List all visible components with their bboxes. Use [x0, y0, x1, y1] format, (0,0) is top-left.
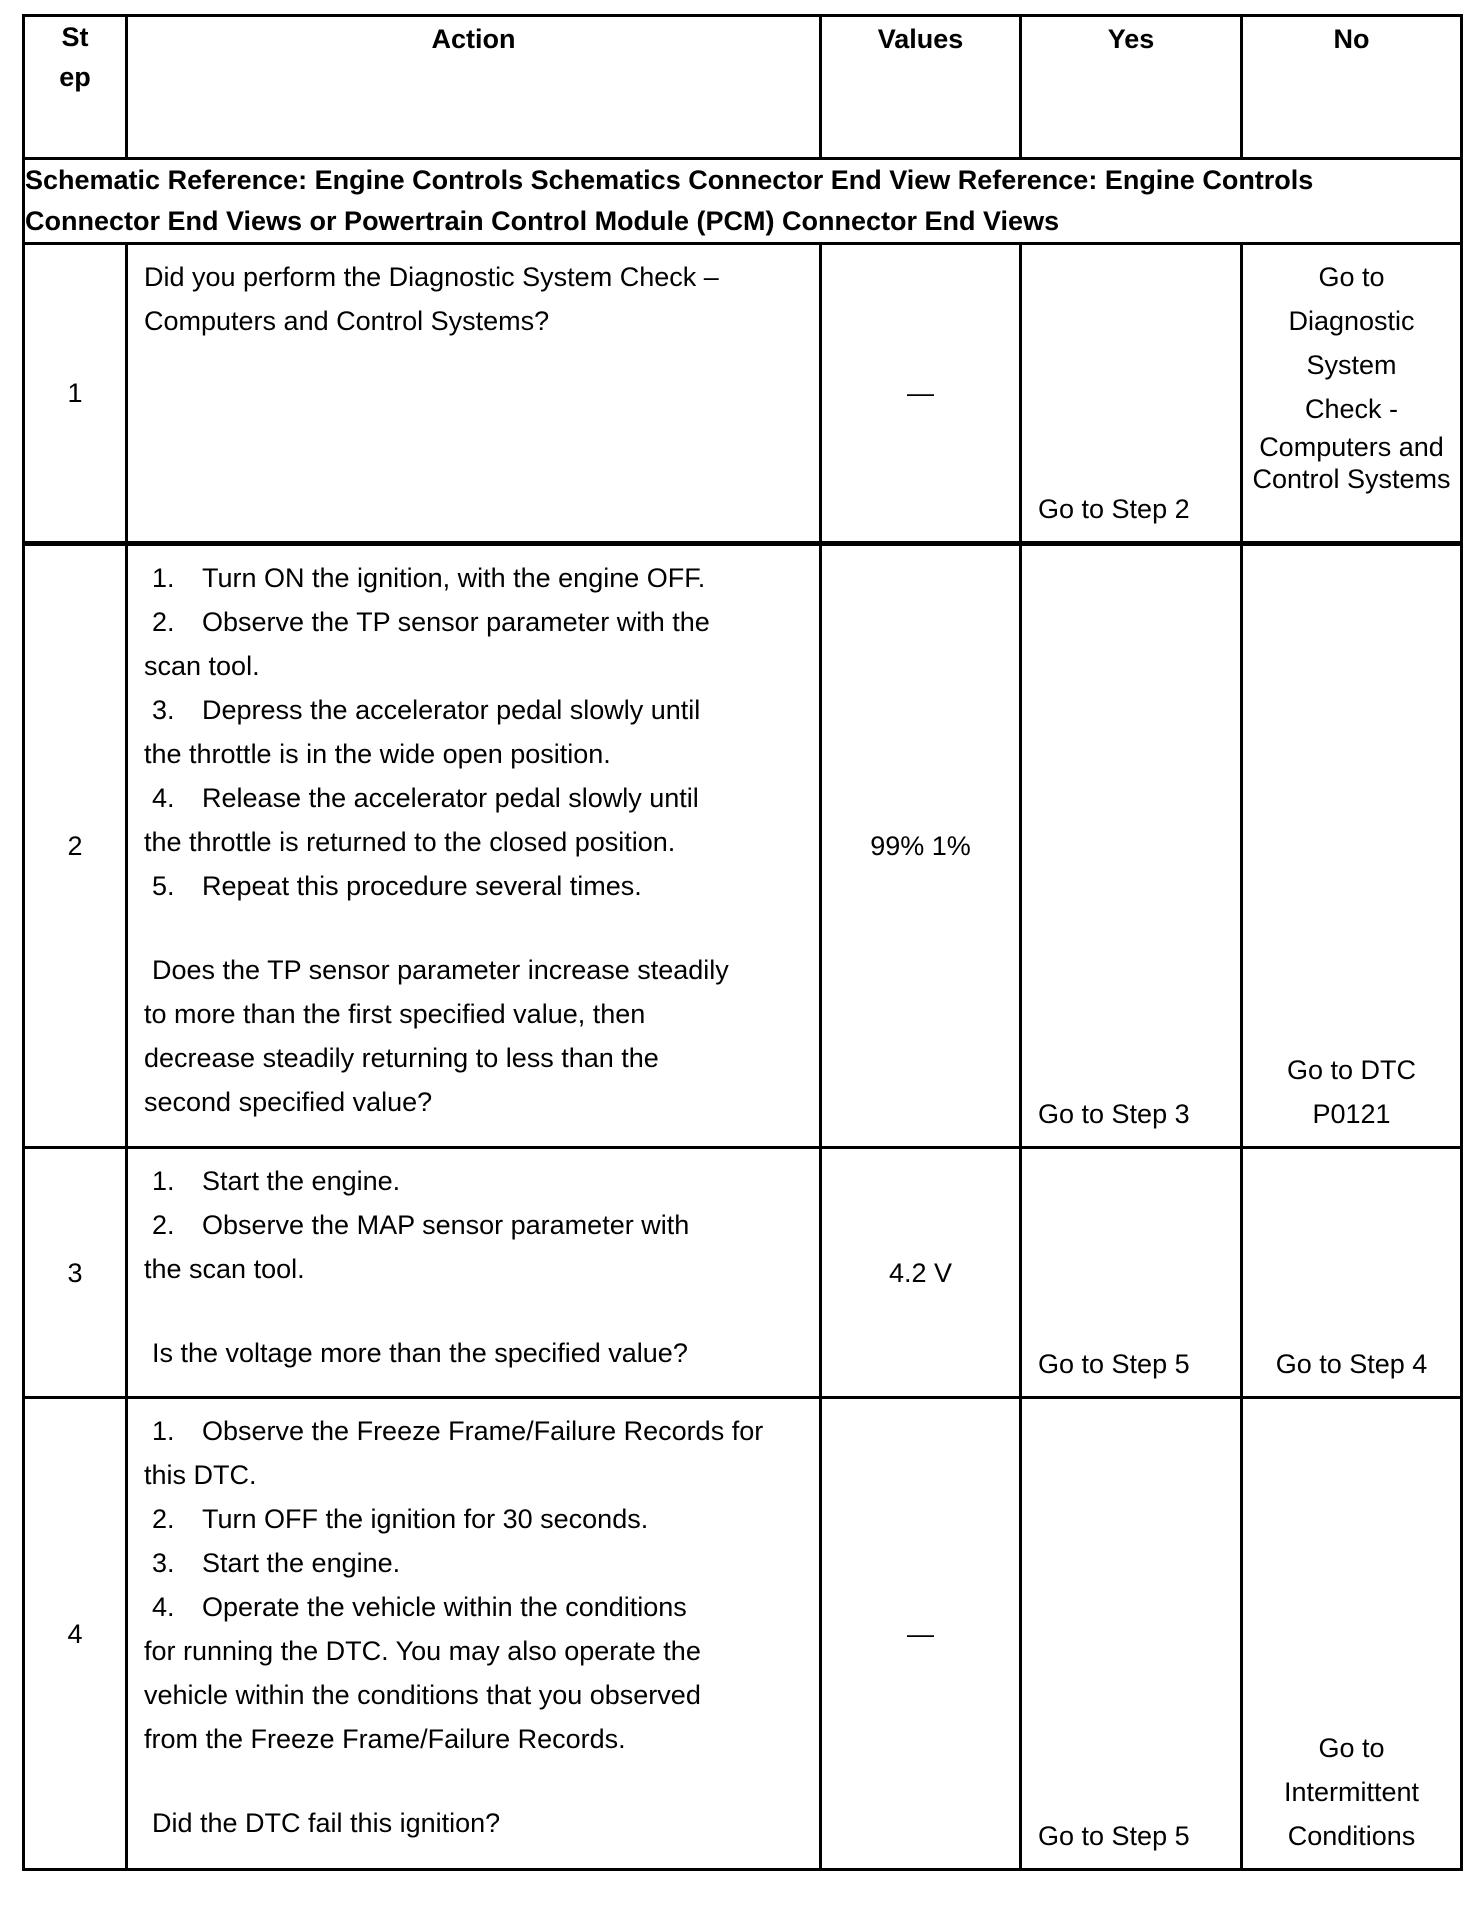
yes-cell: Go to Step 5	[1021, 1398, 1242, 1870]
values-header: Values	[821, 16, 1021, 159]
step-number: 3	[24, 1148, 127, 1398]
yes-header: Yes	[1021, 16, 1242, 159]
yes-cell: Go to Step 3	[1021, 544, 1242, 1148]
yes-cell: Go to Step 2	[1021, 244, 1242, 544]
action-cell: 1. Start the engine. 2. Observe the MAP sensor parameter with the scan tool. Is the voltage more than the specified value?	[127, 1148, 821, 1398]
diagnostic-table	[22, 14, 1463, 1871]
no-header: No	[1242, 16, 1462, 159]
list-item: 2. Turn OFF the ignition for 30 seconds.	[152, 1504, 649, 1534]
action-cell: 1. Observe the Freeze Frame/Failure Records for this DTC. 2. Turn OFF the ignition for 30 seconds. 3. Start the engine. 4. Operate the vehicle within the conditions for running the DTC. You may also operate the vehicle within the conditions that you observed from the Freeze Frame/Failure Records. Did the DTC fail this ignition?	[127, 1398, 821, 1870]
action-cell: Did you perform the Diagnostic System Check – Computers and Control Systems?	[127, 244, 821, 544]
list-item: 5. Repeat this procedure several times.	[152, 871, 642, 901]
values-cell: 99% 1%	[821, 544, 1021, 1148]
list-item: 1. Start the engine.	[152, 1166, 401, 1196]
list-item: 4. Operate the vehicle within the conditions	[152, 1592, 687, 1622]
values-cell: —	[821, 244, 1021, 544]
step-header: St ep	[24, 16, 127, 159]
list-item: 1. Turn ON the ignition, with the engine OFF.	[152, 563, 706, 593]
no-cell: Go to Intermittent Conditions	[1242, 1398, 1462, 1870]
step-number: 2	[24, 544, 127, 1148]
step-number: 1	[24, 244, 127, 544]
list-item: 4. Release the accelerator pedal slowly until	[152, 783, 699, 813]
table-row	[24, 244, 1462, 544]
table-row	[24, 1148, 1462, 1398]
table-row	[24, 1398, 1462, 1870]
values-cell: 4.2 V	[821, 1148, 1021, 1398]
question-text: Did the DTC fail this ignition?	[152, 1808, 501, 1838]
question-text: Is the voltage more than the specified value?	[152, 1338, 688, 1368]
reference-text: Schematic Reference: Engine Controls Schematics Connector End View Reference: Engine Controls Connector End Views or Powertrain Control Module (PCM) Connector End Views	[24, 159, 1462, 244]
question-text: Does the TP sensor parameter increase steadily	[152, 955, 729, 985]
table-row	[24, 544, 1462, 1148]
no-cell: Go to Step 4	[1242, 1148, 1462, 1398]
list-item: 3. Start the engine.	[152, 1548, 401, 1578]
list-item: 3. Depress the accelerator pedal slowly until	[152, 695, 701, 725]
yes-cell: Go to Step 5	[1021, 1148, 1242, 1398]
list-item: 2. Observe the MAP sensor parameter with	[152, 1210, 690, 1240]
reference-row	[24, 159, 1462, 244]
step-number: 4	[24, 1398, 127, 1870]
no-cell: Go to DTC P0121	[1242, 544, 1462, 1148]
action-cell: 1. Turn ON the ignition, with the engine OFF. 2. Observe the TP sensor parameter with the scan tool. 3. Depress the accelerator pedal slowly until the throttle is in the wide open position. 4. Release the accelerator pedal slowly until the throttle is returned to the closed position. 5. Repeat this procedure several times. Does the TP sensor parameter increase steadily to more than the first specified value, then decrease steadily returning to less than the second specified value?	[127, 544, 821, 1148]
list-item: 1. Observe the Freeze Frame/Failure Records for	[152, 1416, 764, 1446]
no-cell: Go to Diagnostic System Check - Computers and Control Systems	[1242, 244, 1462, 544]
action-header: Action	[127, 16, 821, 159]
list-item: 2. Observe the TP sensor parameter with the	[152, 607, 710, 637]
header-row	[24, 16, 1462, 159]
values-cell: —	[821, 1398, 1021, 1870]
